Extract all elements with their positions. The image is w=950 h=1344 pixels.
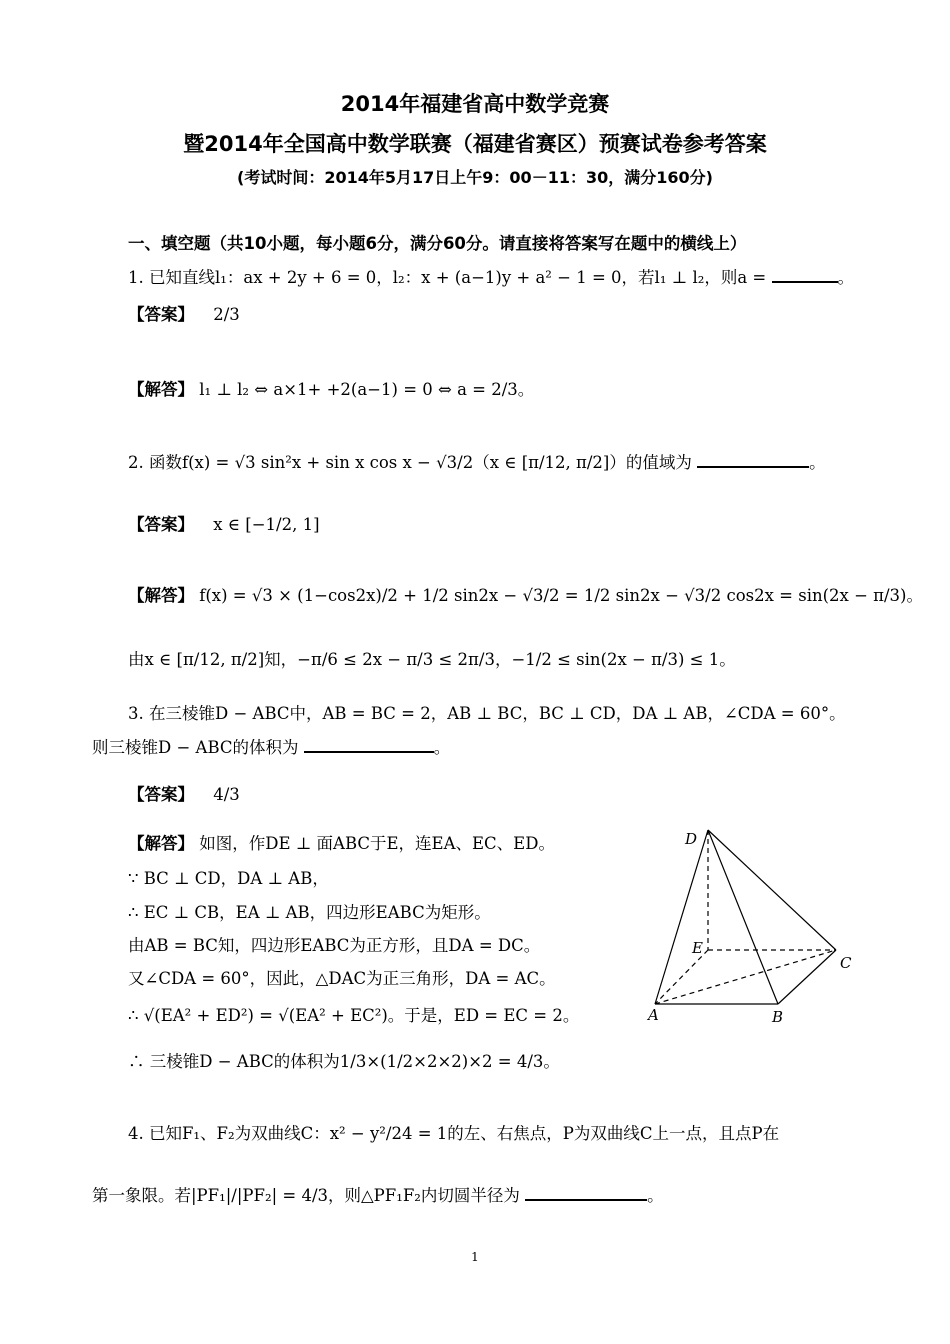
label-e: E bbox=[692, 939, 703, 957]
q1-stem: 1. 已知直线l₁：ax + 2y + 6 = 0，l₂：x + (a−1)y + a² − 1 = 0，若l₁ ⊥ l₂，则a = 。 bbox=[128, 265, 854, 290]
q4-stem-line2-text: 第一象限。若|PF₁|/|PF₂| = 4/3，则△PF₁F₂内切圆半径为 bbox=[92, 1186, 520, 1205]
q3-sol-line3: ∴ EC ⊥ CB，EA ⊥ AB，四边形EABC为矩形。 bbox=[128, 903, 491, 922]
q3-sol-line1: 如图，作DE ⊥ 面ABC于E，连EA、EC、ED。 bbox=[199, 834, 555, 853]
label-b: B bbox=[772, 1008, 784, 1026]
q4-stem-line1: 4. 已知F₁、F₂为双曲线C：x² − y²/24 = 1的左、右焦点，P为双曲线C上一点，且点P在 bbox=[128, 1124, 780, 1143]
label-c: C bbox=[840, 954, 852, 972]
q3-solution-row bbox=[128, 832, 555, 856]
q3-stem-line1: 3. 在三棱锥D − ABC中，AB = BC = 2，AB ⊥ BC，BC ⊥ CD，DA ⊥ AB，∠CDA = 60°。 bbox=[128, 704, 846, 723]
section-heading: 一、填空题（共10小题，每小题6分，满分60分。请直接将答案写在题中的横线上） bbox=[128, 234, 747, 253]
label-a: A bbox=[648, 1006, 659, 1024]
q1-stem-text: 1. 已知直线l₁：ax + 2y + 6 = 0，l₂：x + (a−1)y + a² − 1 = 0，若l₁ ⊥ l₂，则a = bbox=[128, 268, 767, 287]
answer-label: 【答案】 bbox=[128, 515, 194, 534]
pyramid-figure bbox=[640, 820, 860, 1030]
edge-dc bbox=[708, 830, 836, 950]
solution-label: 【解答】 bbox=[128, 380, 194, 399]
title-line-1: 2014年福建省高中数学竞赛 bbox=[340, 92, 610, 116]
q3-sol-line2: ∵ BC ⊥ CD，DA ⊥ AB， bbox=[128, 869, 329, 888]
title-line-2: 暨2014年全国高中数学联赛（福建省赛区）预赛试卷参考答案 bbox=[183, 132, 767, 156]
q3-answer-blank bbox=[304, 735, 434, 753]
q3-sol-line7: ∴ 三棱锥D − ABC的体积为1/3×(1/2×2×2)×2 = 4/3。 bbox=[128, 1052, 560, 1071]
answer-label: 【答案】 bbox=[128, 305, 194, 324]
exam-subtitle: (考试时间：2014年5月17日上午9：00－11：30，满分160分) bbox=[237, 168, 713, 187]
q2-solution-cont: 由x ∈ [π/12, π/2]知，−π/6 ≤ 2x − π/3 ≤ 2π/3，−1/2 ≤ sin(2x − π/3) ≤ 1。 bbox=[128, 650, 736, 669]
q2-answer: x ∈ [−1/2, 1] bbox=[213, 515, 320, 534]
label-d: D bbox=[685, 830, 698, 848]
q3-answer-row bbox=[128, 783, 240, 807]
q2-solution-row bbox=[128, 584, 923, 608]
q3-sol-line6: ∴ √(EA² + ED²) = √(EA² + EC²)。于是，ED = EC = 2。 bbox=[128, 1006, 580, 1025]
q1-answer-row bbox=[128, 303, 240, 327]
q2-stem-text: 2. 函数f(x) = √3 sin²x + sin x cos x − √3/2（x ∈ [π/12, π/2]）的值域为 bbox=[128, 453, 692, 472]
q2-solution: f(x) = √3 × (1−cos2x)/2 + 1/2 sin2x − √3/2 = 1/2 sin2x − √3/2 cos2x = sin(2x − π/3)。 bbox=[199, 586, 923, 605]
q3-sol-line5: 又∠CDA = 60°，因此，△DAC为正三角形，DA = AC。 bbox=[128, 969, 556, 988]
q1-answer-blank bbox=[772, 265, 838, 283]
q3-sol-line4: 由AB = BC知，四边形EABC为正方形，且DA = DC。 bbox=[128, 936, 541, 955]
edge-da bbox=[655, 830, 708, 1004]
q2-stem: 2. 函数f(x) = √3 sin²x + sin x cos x − √3/2（x ∈ [π/12, π/2]）的值域为 。 bbox=[128, 450, 826, 475]
solution-label: 【解答】 bbox=[128, 586, 194, 605]
answer-label: 【答案】 bbox=[128, 785, 194, 804]
edge-bc bbox=[778, 950, 836, 1004]
q1-solution-row bbox=[128, 378, 534, 402]
q1-answer: 2/3 bbox=[213, 305, 240, 324]
page-number: 1 bbox=[471, 1250, 479, 1264]
q3-answer: 4/3 bbox=[213, 785, 240, 804]
q2-answer-blank bbox=[697, 450, 809, 468]
q3-stem-line2: 则三棱锥D − ABC的体积为 。 bbox=[92, 735, 450, 760]
q4-stem-line2: 第一象限。若|PF₁|/|PF₂| = 4/3，则△PF₁F₂内切圆半径为 。 bbox=[92, 1183, 664, 1208]
q1-solution: l₁ ⊥ l₂ ⇔ a×1+ +2(a−1) = 0 ⇔ a = 2/3。 bbox=[199, 380, 535, 399]
q4-answer-blank bbox=[525, 1183, 647, 1201]
q3-stem-line2-text: 则三棱锥D − ABC的体积为 bbox=[92, 738, 299, 757]
solution-label: 【解答】 bbox=[128, 834, 194, 853]
q2-answer-row bbox=[128, 513, 320, 537]
